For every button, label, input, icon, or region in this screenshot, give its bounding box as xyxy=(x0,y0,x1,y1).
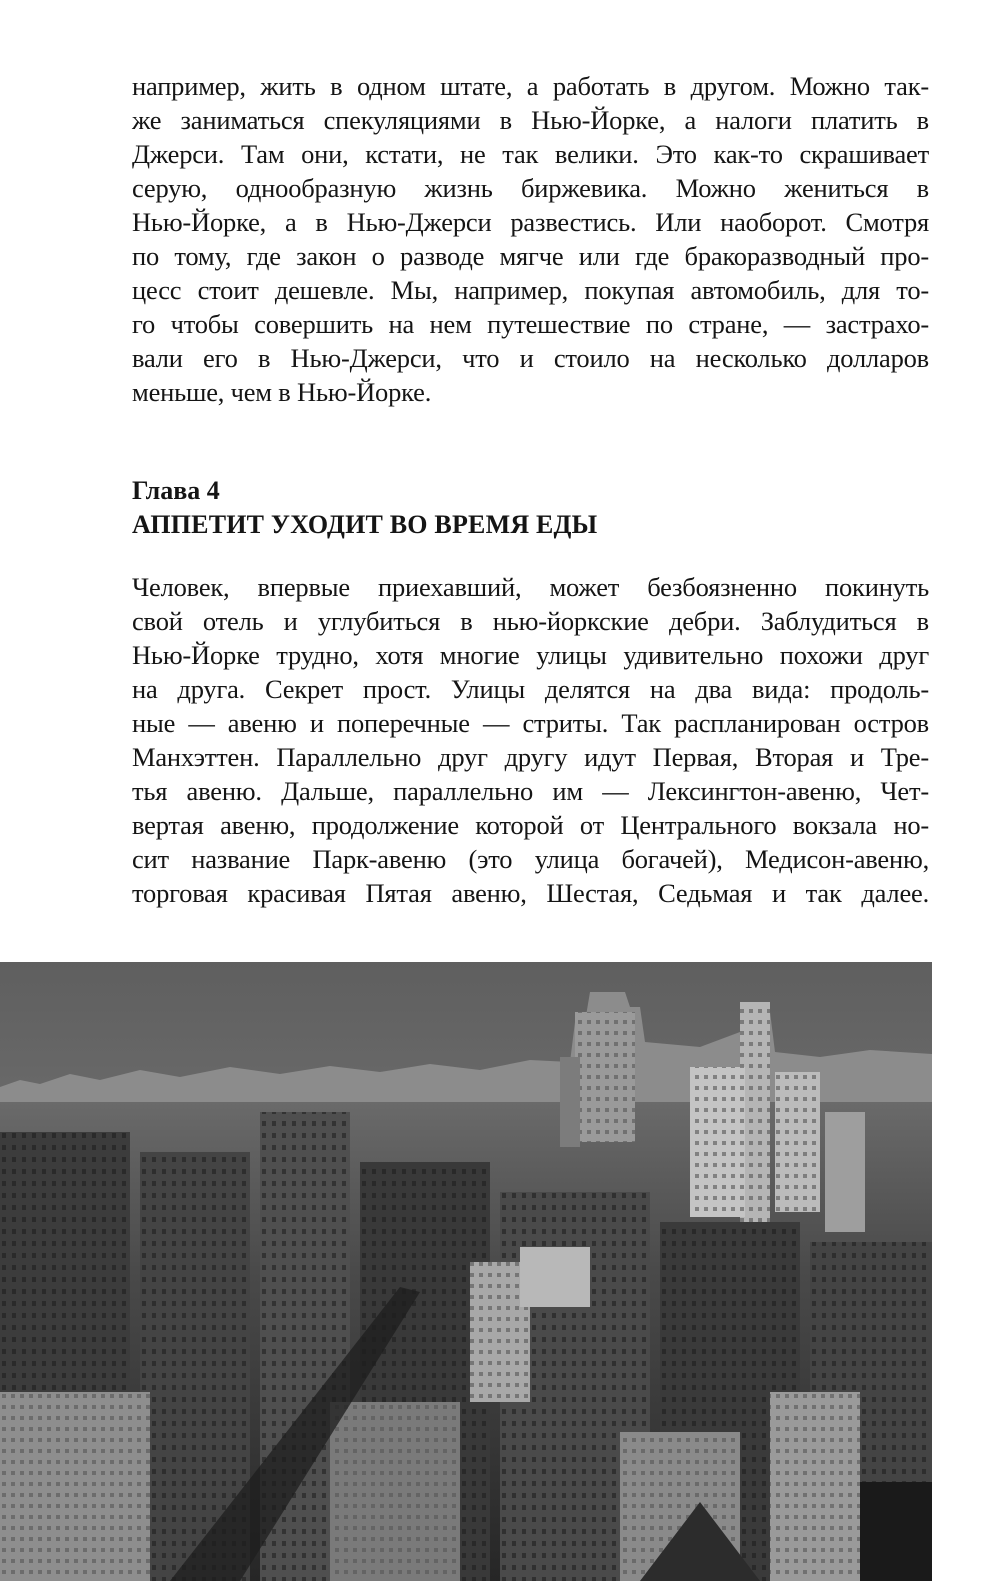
text-line: Нью-Йорке трудно, хотя многие улицы удивительно похожи друг xyxy=(132,640,929,670)
text-line: например, жить в одном штате, а работать в другом. Можно так- xyxy=(132,71,929,101)
text-line: вертая авеню, продолжение которой от Центрального вокзала но- xyxy=(132,810,929,840)
text-line: по тому, где закон о разводе мягче или где бракоразводный про- xyxy=(132,241,929,271)
text-line: свой отель и углубиться в нью-йоркские дебри. Заблудиться в xyxy=(132,606,929,636)
text-line: же заниматься спекуляциями в Нью-Йорке, а налоги платить в xyxy=(132,105,929,135)
text-line: ные — авеню и поперечные — стриты. Так распланирован остров xyxy=(132,708,929,738)
text-line: вали его в Нью-Джерси, что и стоило на несколько долларов xyxy=(132,343,929,373)
text-line: цесс стоит дешевле. Мы, например, покупая автомобиль, для то- xyxy=(132,275,929,305)
text-line: Человек, впервые приехавший, может безбоязненно покинуть xyxy=(132,572,929,602)
chapter-label: Глава 4 xyxy=(132,476,220,505)
text-line: меньше, чем в Нью-Йорке. xyxy=(132,377,432,407)
paragraph-1 xyxy=(132,69,929,409)
city-skyline-photo xyxy=(0,962,932,1581)
text-line: го чтобы совершить на нем путешествие по стране, — застрахо- xyxy=(132,309,929,339)
text-line: Манхэттен. Параллельно друг другу идут Первая, Вторая и Тре- xyxy=(132,742,929,772)
text-line: Нью-Йорке, а в Нью-Джерси развестись. Или наоборот. Смотря xyxy=(132,207,929,237)
text-line: торговая красивая Пятая авеню, Шестая, Седьмая и так далее. xyxy=(132,878,929,908)
text-line: тья авеню. Дальше, параллельно им — Лексингтон-авеню, Чет- xyxy=(132,776,929,806)
paragraph-2 xyxy=(132,570,929,910)
text-line: сит название Парк-авеню (это улица богачей), Медисон-авеню, xyxy=(132,844,929,874)
chapter-title: АППЕТИТ УХОДИТ ВО ВРЕМЯ ЕДЫ xyxy=(132,510,598,539)
text-line: серую, однообразную жизнь биржевика. Можно жениться в xyxy=(132,173,929,203)
text-line: Джерси. Там они, кстати, не так велики. Это как-то скрашивает xyxy=(132,139,929,169)
text-line: на друга. Секрет прост. Улицы делятся на два вида: продоль- xyxy=(132,674,929,704)
